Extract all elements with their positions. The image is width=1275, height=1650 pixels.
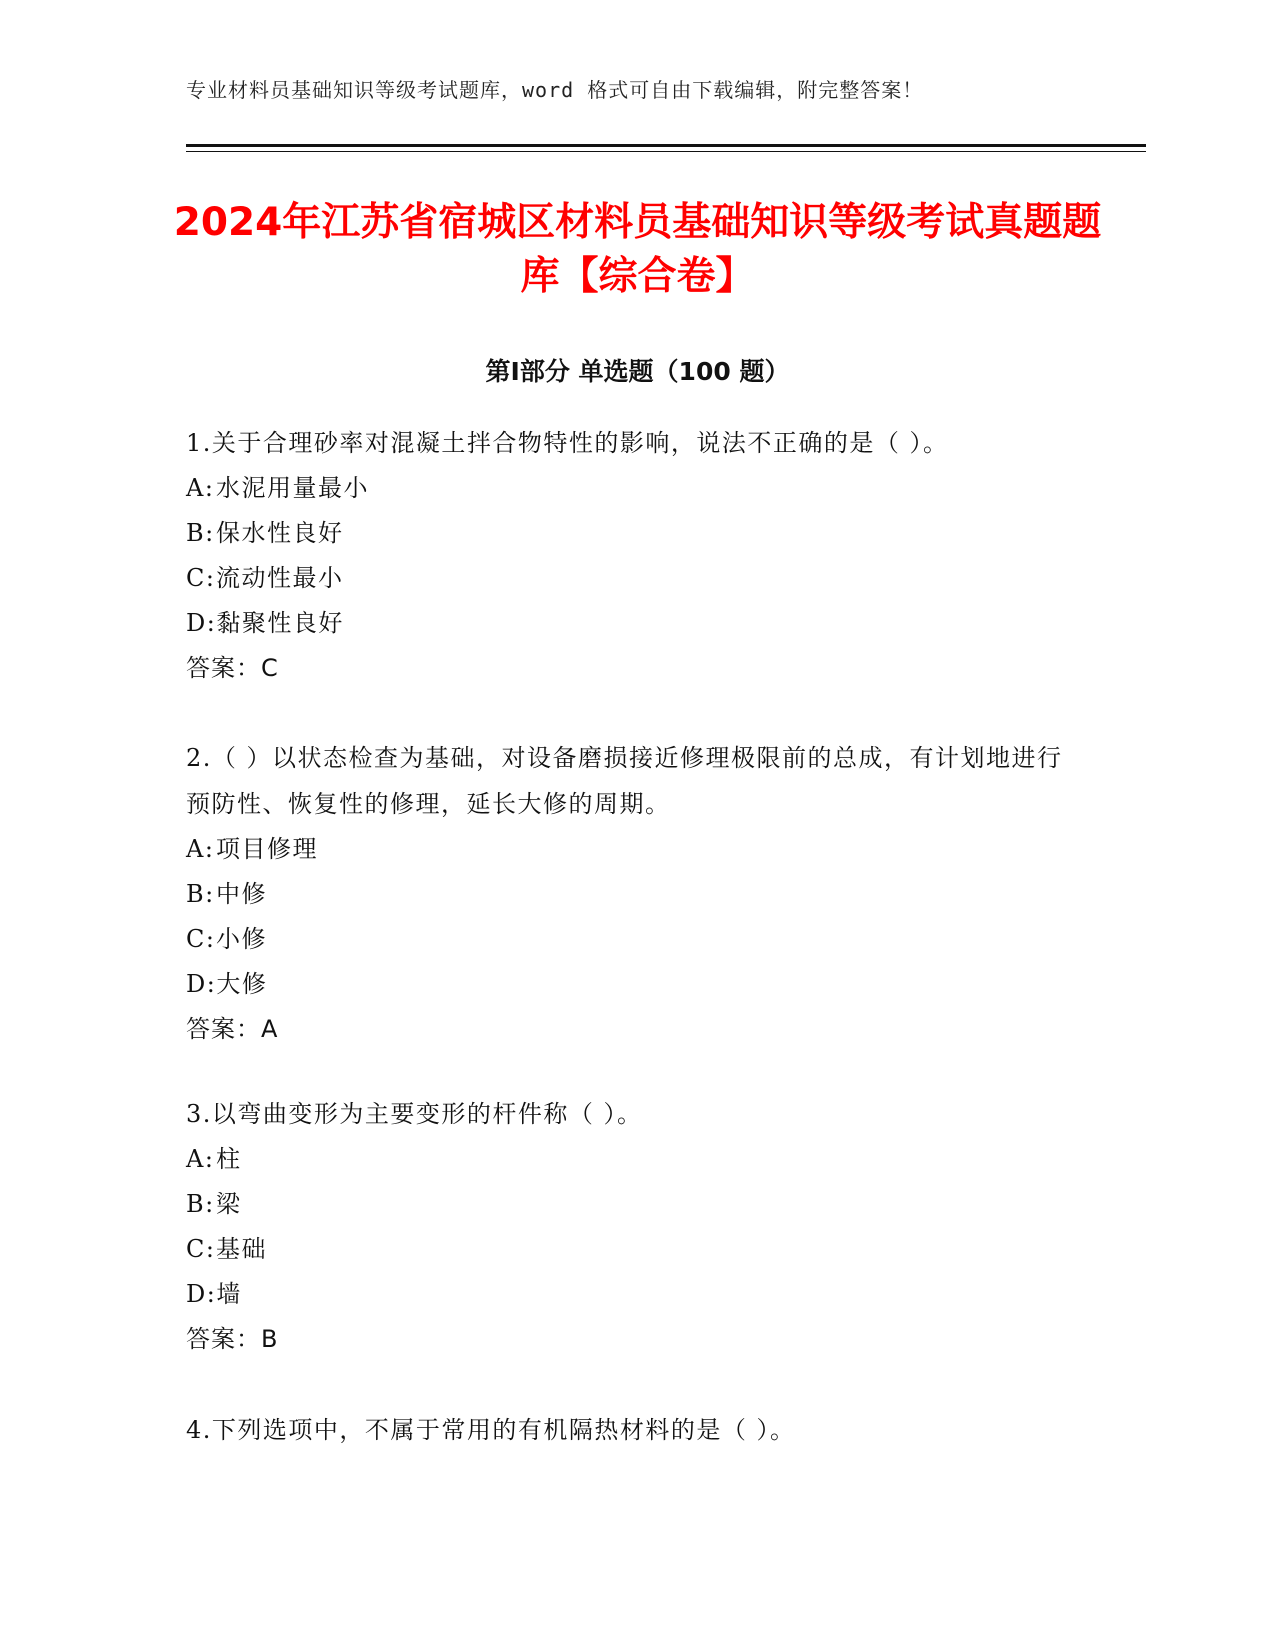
option-text: 流动性最小 bbox=[216, 564, 344, 592]
option-key: D: bbox=[186, 1280, 217, 1308]
option-d bbox=[186, 1272, 1076, 1317]
question-2 bbox=[186, 735, 1076, 1052]
option-text: 水泥用量最小 bbox=[216, 474, 369, 502]
question-stem: 3.以弯曲变形为主要变形的杆件称（ ）。 bbox=[186, 1100, 643, 1128]
question-3 bbox=[186, 1091, 1076, 1362]
question-stem: 2.（ ）以状态检查为基础，对设备磨损接近修理极限前的总成，有计划地进行预防性、恢复性的修理，延长大修的周期。 bbox=[186, 744, 1063, 818]
option-b bbox=[186, 511, 1076, 556]
option-text: 黏聚性良好 bbox=[216, 609, 344, 637]
option-d bbox=[186, 601, 1076, 646]
option-text: 小修 bbox=[216, 925, 267, 953]
question-stem: 1.关于合理砂率对混凝土拌合物特性的影响，说法不正确的是（ ）。 bbox=[186, 429, 949, 457]
page-header: 专业材料员基础知识等级考试题库，word 格式可自由下载编辑，附完整答案！ bbox=[186, 78, 924, 102]
question-1 bbox=[186, 420, 1076, 691]
option-c bbox=[186, 917, 1076, 962]
option-text: 中修 bbox=[216, 880, 267, 908]
option-key: B: bbox=[186, 880, 215, 908]
option-text: 墙 bbox=[216, 1280, 242, 1308]
option-d bbox=[186, 962, 1076, 1007]
option-key: D: bbox=[186, 609, 217, 637]
option-key: C: bbox=[186, 925, 216, 953]
option-a bbox=[186, 466, 1076, 511]
answer: 答案：A bbox=[186, 1015, 279, 1043]
option-text: 项目修理 bbox=[216, 835, 318, 863]
option-text: 保水性良好 bbox=[216, 519, 344, 547]
option-key: B: bbox=[186, 1190, 215, 1218]
option-text: 柱 bbox=[216, 1145, 242, 1173]
section-heading: 第Ⅰ部分 单选题（100 题） bbox=[485, 357, 790, 386]
answer: 答案：B bbox=[186, 1325, 279, 1353]
option-text: 基础 bbox=[216, 1235, 267, 1263]
document-title: 2024年江苏省宿城区材料员基础知识等级考试真题题库【综合卷】 bbox=[173, 200, 1102, 299]
answer: 答案：C bbox=[186, 654, 279, 682]
option-text: 梁 bbox=[216, 1190, 242, 1218]
option-b bbox=[186, 1182, 1076, 1227]
option-key: A: bbox=[186, 474, 215, 502]
option-a bbox=[186, 827, 1076, 872]
option-b bbox=[186, 872, 1076, 917]
option-key: B: bbox=[186, 519, 215, 547]
option-key: A: bbox=[186, 835, 215, 863]
option-text: 大修 bbox=[216, 970, 268, 998]
option-key: C: bbox=[186, 1235, 216, 1263]
option-c bbox=[186, 556, 1076, 601]
option-key: C: bbox=[186, 564, 216, 592]
header-rule-thick bbox=[186, 144, 1146, 147]
question-4 bbox=[186, 1407, 1076, 1453]
option-c bbox=[186, 1227, 1076, 1272]
header-rule-thin bbox=[186, 151, 1146, 152]
option-key: D: bbox=[186, 970, 217, 998]
option-key: A: bbox=[186, 1145, 215, 1173]
question-stem: 4.下列选项中，不属于常用的有机隔热材料的是（ ）。 bbox=[186, 1416, 796, 1444]
option-a bbox=[186, 1137, 1076, 1182]
